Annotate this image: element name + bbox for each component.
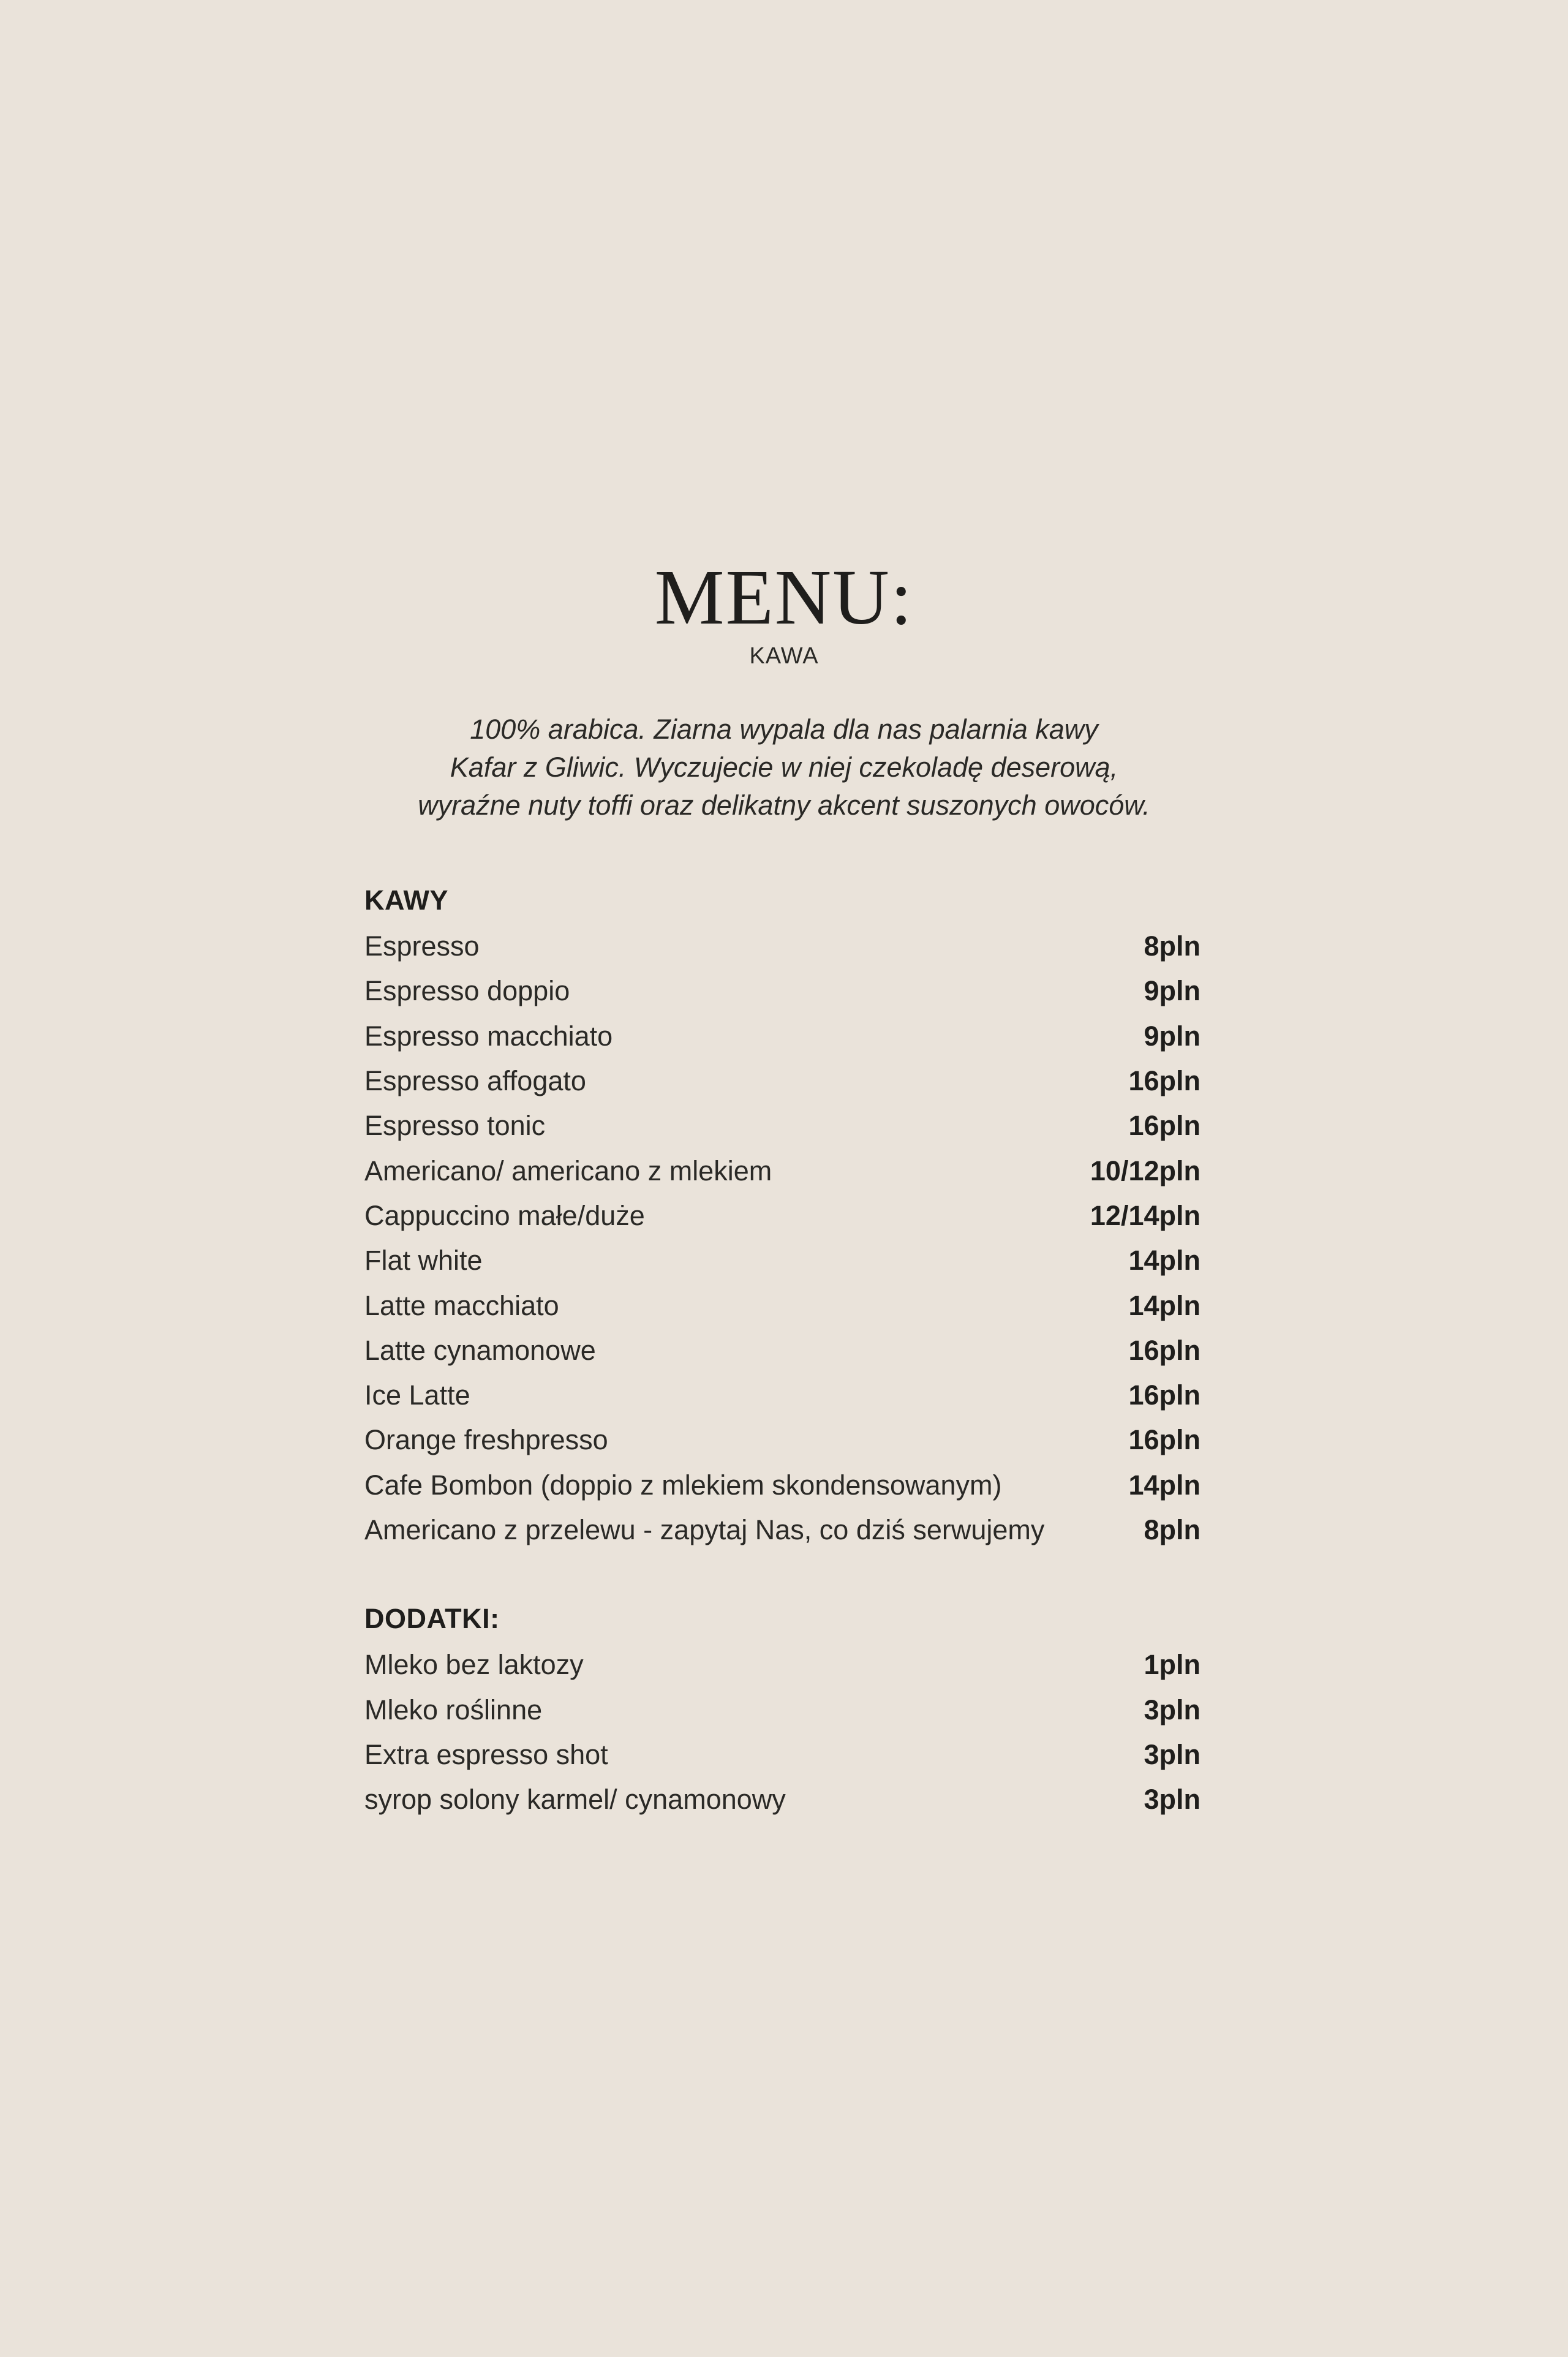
menu-item [364, 1732, 1200, 1777]
item-name: Espresso doppio [364, 975, 570, 1007]
menu-list [364, 879, 1200, 1822]
item-name: Cappuccino małe/duże [364, 1199, 645, 1231]
item-price: 12/14pln [1090, 1199, 1200, 1231]
item-name: Mleko bez laktozy [364, 1649, 584, 1681]
item-name: Flat white [364, 1245, 483, 1277]
section-heading: DODATKI: [364, 1603, 500, 1635]
menu-item [364, 1283, 1200, 1327]
intro-line: wyraźne nuty toffi oraz delikatny akcent suszonych owoców. [418, 790, 1150, 821]
item-name: Espresso tonic [364, 1110, 546, 1142]
item-price: 16pln [1128, 1379, 1200, 1411]
item-price: 8pln [1144, 930, 1200, 962]
section-kawy [364, 879, 1200, 1552]
item-price: 14pln [1128, 1289, 1200, 1321]
menu-item [364, 1193, 1200, 1238]
item-price: 16pln [1128, 1065, 1200, 1097]
item-price: 9pln [1144, 975, 1200, 1007]
item-name: Latte cynamonowe [364, 1334, 596, 1366]
item-name: Espresso [364, 930, 480, 962]
menu-item [364, 1417, 1200, 1462]
menu-item [364, 1373, 1200, 1417]
item-name: syrop solony karmel/ cynamonowy [364, 1784, 786, 1816]
intro-line: Kafar z Gliwic. Wyczujecie w niej czekoladę deserową, [450, 752, 1118, 783]
item-name: Americano z przelewu - zapytaj Nas, co dziś serwujemy [364, 1514, 1045, 1545]
item-price: 10/12pln [1090, 1155, 1200, 1186]
menu-item [364, 1777, 1200, 1822]
item-name: Americano/ americano z mlekiem [364, 1155, 772, 1186]
item-name: Latte macchiato [364, 1289, 559, 1321]
menu-item [364, 1058, 1200, 1103]
intro-text [0, 711, 1568, 824]
menu-item [364, 1014, 1200, 1058]
menu-item [364, 1463, 1200, 1507]
item-price: 8pln [1144, 1514, 1200, 1545]
section-dodatki [364, 1597, 1200, 1822]
page-subtitle: KAWA [749, 643, 819, 669]
item-name: Extra espresso shot [364, 1738, 608, 1770]
menu-item [364, 1148, 1200, 1193]
menu-item [364, 1507, 1200, 1552]
item-name: Mleko roślinne [364, 1694, 543, 1725]
item-name: Orange freshpresso [364, 1424, 608, 1456]
page-title: MENU: [654, 554, 914, 641]
item-name: Ice Latte [364, 1379, 470, 1411]
item-name: Cafe Bombon (doppio z mlekiem skondensowanym) [364, 1469, 1002, 1501]
item-price: 16pln [1128, 1334, 1200, 1366]
section-spacer [364, 1552, 1200, 1597]
item-price: 16pln [1128, 1110, 1200, 1142]
item-price: 9pln [1144, 1020, 1200, 1052]
item-price: 3pln [1144, 1738, 1200, 1770]
item-price: 3pln [1144, 1694, 1200, 1725]
menu-item [364, 1238, 1200, 1283]
menu-item [364, 1642, 1200, 1687]
item-price: 14pln [1128, 1245, 1200, 1277]
menu-item [364, 968, 1200, 1013]
item-name: Espresso macchiato [364, 1020, 613, 1052]
section-heading: KAWY [364, 884, 448, 916]
item-price: 16pln [1128, 1424, 1200, 1456]
menu-item [364, 1103, 1200, 1148]
intro-line: 100% arabica. Ziarna wypala dla nas palarnia kawy [470, 714, 1098, 745]
menu-item [364, 1687, 1200, 1732]
menu-item [364, 924, 1200, 968]
menu-item [364, 1328, 1200, 1373]
item-price: 14pln [1128, 1469, 1200, 1501]
item-name: Espresso affogato [364, 1065, 586, 1097]
item-price: 3pln [1144, 1784, 1200, 1816]
item-price: 1pln [1144, 1649, 1200, 1681]
